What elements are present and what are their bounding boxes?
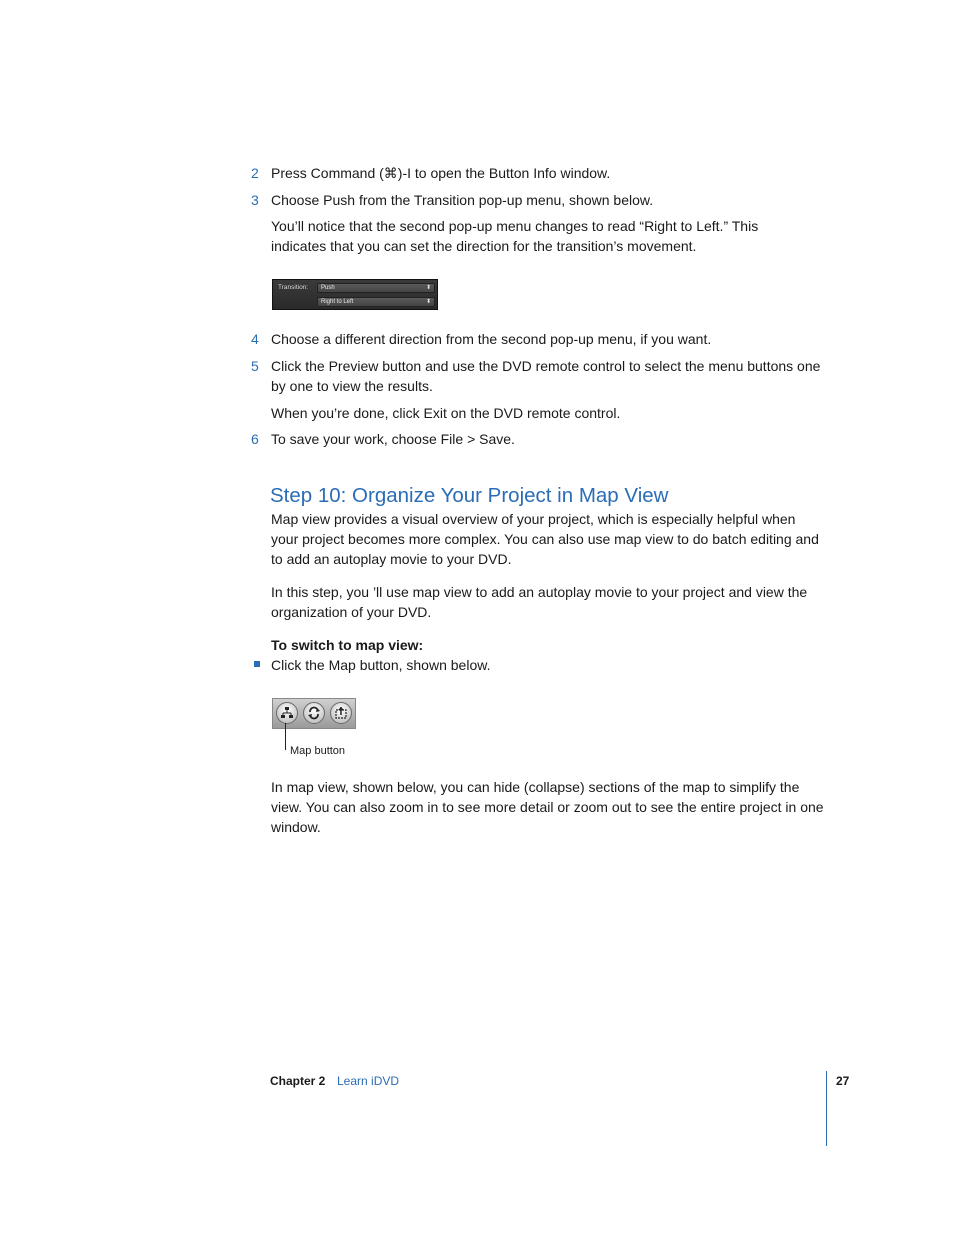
step-number: 6 bbox=[251, 431, 259, 447]
popup-arrows-icon: ⬍ bbox=[425, 299, 431, 305]
step-number: 2 bbox=[251, 165, 259, 181]
step-text: To save your work, choose File > Save. bbox=[271, 431, 515, 447]
callout-label: Map button bbox=[290, 745, 346, 757]
map-button[interactable] bbox=[276, 702, 298, 724]
footer-chapter-title: Learn iDVD bbox=[337, 1074, 400, 1088]
step-number: 5 bbox=[251, 358, 259, 374]
section-heading: Step 10: Organize Your Project in Map View bbox=[270, 484, 669, 507]
motion-button[interactable] bbox=[303, 702, 325, 724]
subheading: To switch to map view: bbox=[271, 637, 424, 653]
direction-popup-value: Right to Left bbox=[321, 299, 354, 305]
section-paragraph: In this step, you ’ll use map view to add an autoplay movie to your project and view the organization of your DVD. bbox=[271, 584, 808, 620]
callout-line bbox=[285, 723, 286, 750]
step-text: Choose Push from the Transition pop-up menu, shown below. bbox=[271, 192, 654, 208]
step-text: Click the Preview button and use the DVD remote control to select the menu buttons one by one to view the results. bbox=[271, 358, 821, 394]
section-paragraph: In map view, shown below, you can hide (collapse) sections of the map to simplify the view. You can also zoom in to see more detail or zoom out to see the entire project in one window. bbox=[271, 779, 824, 835]
step-text: Press Command (⌘)-I to open the Button Info window. bbox=[271, 165, 611, 181]
loop-arrows-icon bbox=[307, 706, 321, 720]
bullet-marker bbox=[254, 661, 260, 667]
transition-panel bbox=[272, 279, 438, 310]
transition-popup[interactable] bbox=[317, 283, 435, 293]
bullet-text: Click the Map button, shown below. bbox=[271, 657, 491, 673]
drop-zone-icon bbox=[334, 706, 348, 720]
step-number: 3 bbox=[251, 192, 259, 208]
step-text: Choose a different direction from the second pop-up menu, if you want. bbox=[271, 331, 712, 347]
direction-popup[interactable] bbox=[317, 297, 435, 307]
step-note: When you’re done, click Exit on the DVD remote control. bbox=[271, 405, 621, 421]
map-icon bbox=[280, 706, 294, 720]
edit-drop-zones-button[interactable] bbox=[330, 702, 352, 724]
popup-arrows-icon: ⬍ bbox=[425, 285, 431, 291]
page-number: 27 bbox=[836, 1074, 850, 1088]
step-note: You’ll notice that the second pop-up menu changes to read “Right to Left.” This indicates that you can set the direction for the transition’s movement. bbox=[271, 218, 759, 254]
transition-label: Transition: bbox=[278, 284, 309, 291]
transition-popup-value: Push bbox=[321, 285, 335, 291]
step-number: 4 bbox=[251, 331, 259, 347]
footer-chapter: Chapter 2 bbox=[270, 1074, 326, 1088]
footer-divider bbox=[826, 1071, 827, 1146]
section-paragraph: Map view provides a visual overview of your project, which is especially helpful when your project becomes more complex. You can also use map view to do batch editing and to add an autoplay movie to your DVD. bbox=[271, 511, 819, 567]
